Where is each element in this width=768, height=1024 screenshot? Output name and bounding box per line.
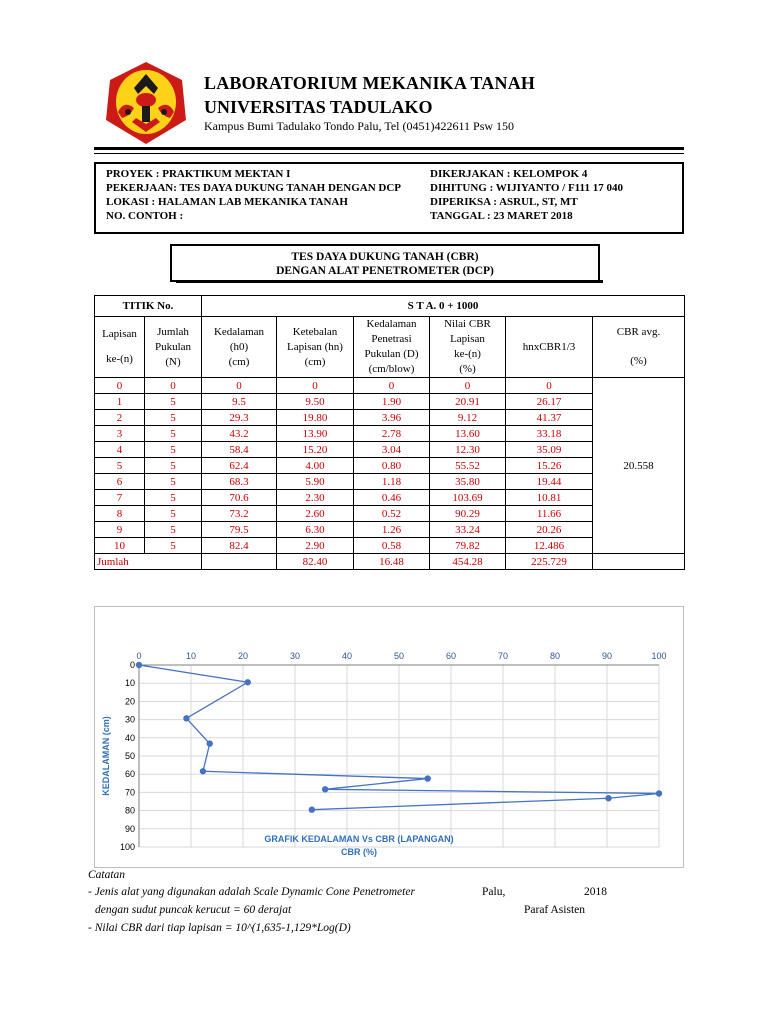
x-tick-label: 10	[185, 651, 197, 661]
table-cell: 55.52	[430, 458, 506, 474]
data-point	[207, 740, 213, 746]
x-tick-label: 80	[549, 651, 561, 661]
x-tick-label: 30	[289, 651, 301, 661]
table-cell: 8	[95, 506, 145, 522]
table-cell: 5	[145, 426, 202, 442]
total-empty	[202, 554, 277, 570]
table-cell: 2.60	[277, 506, 354, 522]
table-cell: 0.52	[354, 506, 430, 522]
table-cell: 20.26	[506, 522, 593, 538]
x-tick-label: 50	[393, 651, 405, 661]
info-lokasi: LOKASI : HALAMAN LAB MEKANIKA TANAH	[106, 196, 348, 208]
table-cell: 33.18	[506, 426, 593, 442]
table-cell: 1.90	[354, 394, 430, 410]
note-line1: - Jenis alat yang digunakan adalah Scale Dynamic Cone Penetrometer	[88, 886, 415, 898]
table-cell: 20.91	[430, 394, 506, 410]
table-cell: 90.29	[430, 506, 506, 522]
table-cell: 79.82	[430, 538, 506, 554]
university-logo	[104, 60, 188, 146]
header-jumlah-pukulan: Jumlah Pukulan (N)	[145, 317, 202, 378]
info-proyek: PROYEK : PRAKTIKUM MEKTAN I	[106, 168, 291, 180]
header-nilai-cbr: Nilai CBR Lapisan ke-(n) (%)	[430, 317, 506, 378]
table-cell: 4.00	[277, 458, 354, 474]
table-cell: 13.90	[277, 426, 354, 442]
sta-label: S T A. 0 + 1000	[202, 296, 685, 317]
notes-heading: Catatan	[88, 869, 126, 881]
table-cell: 68.3	[202, 474, 277, 490]
y-tick-label: 30	[124, 714, 135, 725]
x-tick-label: 0	[136, 651, 142, 661]
table-cell: 5	[145, 506, 202, 522]
table-cell: 35.09	[506, 442, 593, 458]
table-cell: 15.26	[506, 458, 593, 474]
table-cell: 5	[95, 458, 145, 474]
table-cell: 82.4	[202, 538, 277, 554]
header-lapisan: Lapisan ke-(n)	[95, 317, 145, 378]
table-cell: 9.50	[277, 394, 354, 410]
table-cell: 79.5	[202, 522, 277, 538]
data-point	[309, 806, 315, 812]
table-cell: 5	[145, 458, 202, 474]
data-point	[200, 768, 206, 774]
table-cell: 33.24	[430, 522, 506, 538]
table-cell: 9.5	[202, 394, 277, 410]
table-cell: 62.4	[202, 458, 277, 474]
test-title-line1: TES DAYA DUKUNG TANAH (CBR)	[291, 251, 479, 263]
table-cell: 0	[430, 378, 506, 394]
x-tick-label: 100	[651, 651, 667, 661]
table-cell: 0	[277, 378, 354, 394]
y-axis-label: KEDALAMAN (cm)	[101, 716, 111, 796]
total-hn-cbr: 225.729	[506, 554, 593, 570]
table-cell: 103.69	[430, 490, 506, 506]
y-tick-label: 80	[124, 805, 135, 816]
info-dihitung: DIHITUNG : WIJIYANTO / F111 17 040	[430, 182, 623, 194]
header-ketebalan: Ketebalan Lapisan (hn) (cm)	[277, 317, 354, 378]
table-cell: 3.04	[354, 442, 430, 458]
data-point	[656, 790, 662, 796]
y-tick-label: 50	[124, 751, 135, 761]
table-cell: 11.66	[506, 506, 593, 522]
info-dikerjakan: DIKERJAKAN : KELOMPOK 4	[430, 168, 588, 180]
x-tick-label: 60	[445, 651, 457, 661]
x-tick-label: 20	[237, 651, 249, 661]
data-point	[245, 679, 251, 685]
x-tick-label: 40	[341, 651, 353, 661]
table-cell: 2	[95, 410, 145, 426]
table-cell: 43.2	[202, 426, 277, 442]
y-tick-label: 100	[119, 842, 135, 852]
sign-city: Palu,	[482, 886, 506, 898]
table-cell: 19.44	[506, 474, 593, 490]
table-cell: 6.30	[277, 522, 354, 538]
table-cell: 29.3	[202, 410, 277, 426]
table-cell: 1	[95, 394, 145, 410]
data-point	[605, 795, 611, 801]
sign-year: 2018	[584, 886, 607, 898]
table-cell: 5	[145, 538, 202, 554]
total-label: Jumlah	[95, 554, 202, 570]
data-point	[322, 786, 328, 792]
table-cell: 4	[95, 442, 145, 458]
table-cell: 1.26	[354, 522, 430, 538]
table-cell: 5.90	[277, 474, 354, 490]
table-cell: 1.18	[354, 474, 430, 490]
dcp-data-table	[94, 295, 685, 570]
test-title-line2: DENGAN ALAT PENETROMETER (DCP)	[276, 265, 494, 277]
info-pekerjaan: PEKERJAAN: TES DAYA DUKUNG TANAH DENGAN DCP	[106, 182, 402, 194]
chart-title: GRAFIK KEDALAMAN Vs CBR (LAPANGAN)	[264, 834, 454, 844]
table-cell: 5	[145, 410, 202, 426]
table-cell: 5	[145, 394, 202, 410]
project-info-box	[94, 162, 684, 234]
table-cell: 15.20	[277, 442, 354, 458]
info-diperiksa: DIPERIKSA : ASRUL, ST, MT	[430, 196, 578, 208]
table-cell: 19.80	[277, 410, 354, 426]
info-no-contoh: NO. CONTOH :	[106, 210, 184, 222]
total-avg-empty	[593, 554, 685, 570]
university-title: UNIVERSITAS TADULAKO	[204, 97, 433, 117]
table-cell: 73.2	[202, 506, 277, 522]
table-cell: 12.486	[506, 538, 593, 554]
table-cell: 9.12	[430, 410, 506, 426]
x-tick-label: 70	[497, 651, 509, 661]
table-cell: 12.30	[430, 442, 506, 458]
y-tick-label: 0	[129, 660, 135, 670]
header-hn-cbr: hnxCBR1/3	[506, 317, 593, 378]
table-cell: 3	[95, 426, 145, 442]
table-cell: 2.90	[277, 538, 354, 554]
data-point	[183, 715, 189, 721]
header-penetrasi: Kedalaman Penetrasi Pukulan (D) (cm/blow)	[354, 317, 430, 378]
table-cell: 35.80	[430, 474, 506, 490]
note-line3: - Nilai CBR dari tiap lapisan = 10^(1,635-1,129*Log(D)	[88, 922, 351, 934]
header-cbr-avg: CBR avg. (%)	[593, 317, 685, 378]
table-cell: 3.96	[354, 410, 430, 426]
header-rule-thin	[94, 153, 684, 154]
titik-label: TITIK No.	[95, 296, 202, 317]
table-cell: 5	[145, 490, 202, 506]
y-tick-label: 60	[124, 769, 135, 780]
cbr-average-value: 20.558	[593, 378, 685, 554]
table-cell: 0	[95, 378, 145, 394]
table-cell: 0	[354, 378, 430, 394]
table-cell: 0.80	[354, 458, 430, 474]
test-title-box	[170, 244, 600, 282]
table-cell: 41.37	[506, 410, 593, 426]
total-penetrasi: 16.48	[354, 554, 430, 570]
y-tick-label: 20	[124, 696, 135, 707]
total-ketebalan: 82.40	[277, 554, 354, 570]
info-tanggal: TANGGAL : 23 MARET 2018	[430, 210, 573, 222]
table-cell: 7	[95, 490, 145, 506]
y-tick-label: 70	[124, 787, 135, 798]
address: Kampus Bumi Tadulako Tondo Palu, Tel (0451)422611 Psw 150	[204, 119, 515, 133]
header-rule-thick	[94, 147, 684, 150]
y-tick-label: 90	[124, 823, 135, 834]
table-cell: 70.6	[202, 490, 277, 506]
x-axis-label: CBR (%)	[341, 847, 377, 857]
data-point	[425, 775, 431, 781]
table-cell: 0	[506, 378, 593, 394]
table-cell: 5	[145, 442, 202, 458]
x-tick-label: 90	[601, 651, 613, 661]
y-tick-label: 40	[124, 732, 135, 743]
table-cell: 2.30	[277, 490, 354, 506]
table-cell: 26.17	[506, 394, 593, 410]
note-line2: dengan sudut puncak kerucut = 60 derajat	[95, 904, 292, 916]
table-cell: 10	[95, 538, 145, 554]
table-cell: 9	[95, 522, 145, 538]
table-cell: 58.4	[202, 442, 277, 458]
table-cell: 0.58	[354, 538, 430, 554]
data-point	[136, 662, 142, 668]
table-cell: 0	[145, 378, 202, 394]
table-cell: 0	[202, 378, 277, 394]
table-cell: 0.46	[354, 490, 430, 506]
table-cell: 13.60	[430, 426, 506, 442]
sign-paraf: Paraf Asisten	[524, 904, 586, 916]
lab-title: LABORATORIUM MEKANIKA TANAH	[204, 73, 536, 93]
chart-frame	[94, 606, 684, 868]
header-kedalaman: Kedalaman (h0) (cm)	[202, 317, 277, 378]
table-row	[95, 378, 685, 394]
total-cbr: 454.28	[430, 554, 506, 570]
y-tick-label: 10	[124, 678, 135, 689]
table-cell: 6	[95, 474, 145, 490]
table-cell: 10.81	[506, 490, 593, 506]
cbr-depth-chart	[95, 607, 683, 867]
table-cell: 2.78	[354, 426, 430, 442]
table-cell: 5	[145, 522, 202, 538]
table-cell: 5	[145, 474, 202, 490]
